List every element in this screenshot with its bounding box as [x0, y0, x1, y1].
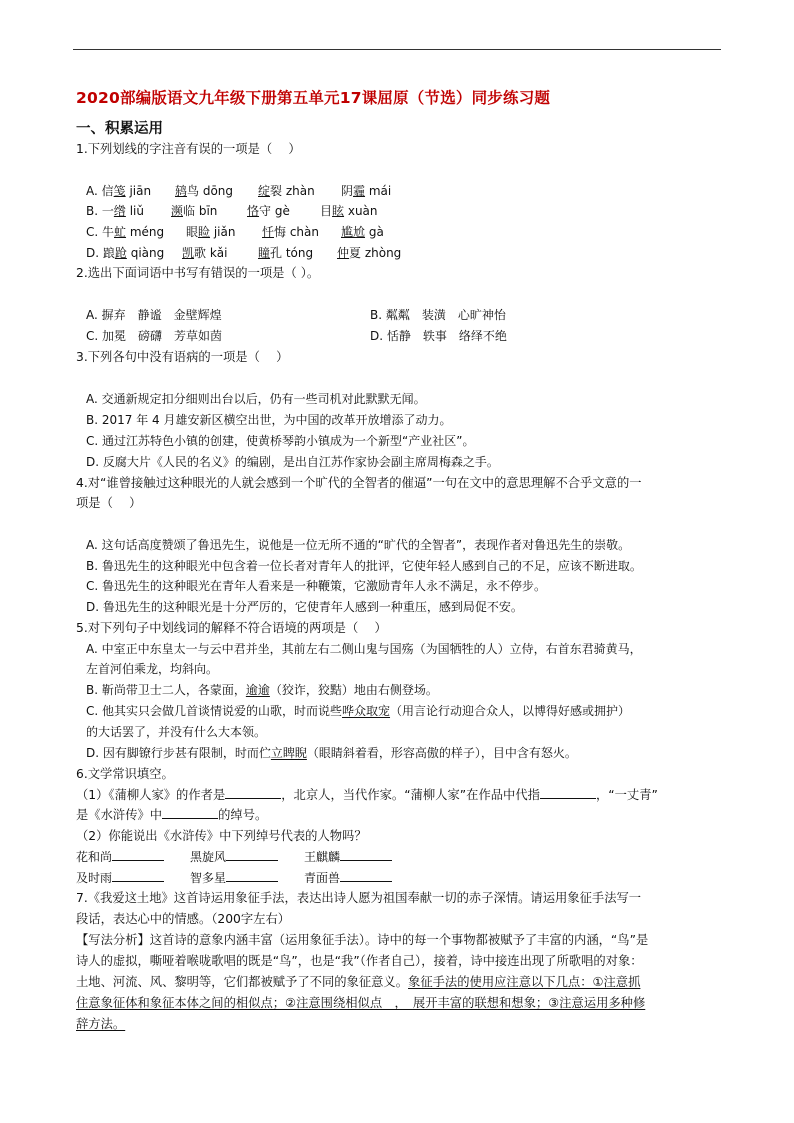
q1-row4-c: 瞳孔 tóng — [258, 246, 314, 260]
q2-option-b: B. 粼粼 装潢 心旷神怡 — [370, 308, 506, 322]
q1-row1-b: 鸫鸟 dōng — [175, 184, 234, 198]
q5-option-b: B. 靳尚带卫士二人，各蒙面，逾逾（狡诈，狡黠）地由右侧登场。 — [86, 683, 438, 697]
q7-analysis-line3: 土地、河流、风、黎明等，它们都被赋予了不同的象征意义。象征手法的使用应注意以下几点：①注意抓 — [76, 975, 641, 989]
blank-name-6[interactable] — [340, 869, 392, 882]
q5-option-d: D. 因有脚镣行步甚有限制，时而伫立睥睨（眼睛斜着看，形容高傲的样子），目中含有怒火。 — [86, 746, 577, 760]
blank-name-2[interactable] — [226, 848, 278, 861]
q1-row4-a: D. 踉跄 qiàng — [86, 246, 165, 260]
q1-row1-d: 阴霾 mái — [341, 184, 392, 198]
q3-option-b: B. 2017 年 4 月雄安新区横空出世，为中国的改革开放增添了动力。 — [86, 413, 452, 427]
q5-option-c-line2: 的大话罢了，并没有什么大本领。 — [86, 725, 267, 739]
q1-row3-b: 眼睑 jiǎn — [186, 225, 236, 239]
q6-name-1: 花和尚 — [76, 847, 164, 867]
q1-row3-d: 尴尬 gà — [341, 225, 384, 239]
question-5-stem: 5.对下列句子中划线词的解释不符合语境的两项是（ ） — [76, 621, 387, 635]
q6-name-4: 及时雨 — [76, 868, 164, 888]
header-rule — [73, 49, 721, 50]
q1-row2-d: 目眩 xuàn — [320, 204, 378, 218]
section-heading: 一、积累运用 — [76, 121, 163, 137]
q4-option-c: C. 鲁迅先生的这种眼光在青年人看来是一种鞭策，它激励青年人永不满足，永不停步。 — [86, 579, 547, 593]
question-4-stem-line1: 4.对“谁曾接触过这种眼光的人就会感到一个旷代的全智者的催逼”一句在文中的意思理解不合乎文意的一 — [76, 476, 642, 490]
q1-row3-c: 忏悔 chàn — [262, 225, 319, 239]
blank-author[interactable] — [225, 786, 281, 799]
q6-line3: （2）你能说出《水浒传》中下列绰号代表的人物吗？ — [76, 829, 367, 843]
q1-row2-a: B. 一绺 liǔ — [86, 204, 144, 218]
q5-option-a-line2: 左首河伯乘龙，均斜向。 — [86, 662, 219, 676]
q6-name-6: 青面兽 — [304, 868, 392, 888]
q6-name-5: 智多星 — [190, 868, 278, 888]
question-3-stem: 3.下列各句中没有语病的一项是（ ） — [76, 350, 289, 364]
q1-row2-c: 恪守 gè — [247, 204, 290, 218]
q1-row4-d: 仲夏 zhòng — [337, 246, 402, 260]
q3-option-c: C. 通过江苏特色小镇的创建，使黄桥琴韵小镇成为一个新型“产业社区”。 — [86, 434, 475, 448]
q2-option-a: A. 摒弃 静谧 金壁辉煌 — [86, 308, 222, 322]
q4-option-d: D. 鲁迅先生的这种眼光是十分严厉的，它使青年人感到一种重压，感到局促不安。 — [86, 600, 523, 614]
q5-option-a-line1: A. 中室正中东皇太一与云中君并坐，其前左右二侧山鬼与国殇（为国牺牲的人）立侍，右首东君骑黄马， — [86, 642, 642, 656]
q1-row1-c: 绽裂 zhàn — [258, 184, 315, 198]
q6-line1: （1）《蒲柳人家》的作者是 ，北京人，当代作家。“蒲柳人家”在作品中代指 ，“一丈青” — [76, 788, 658, 802]
q6-name-3: 王麒麟 — [304, 847, 392, 867]
blank-name-4[interactable] — [112, 869, 164, 882]
q7-analysis-line4: 住意象征体和象征本体之间的相似点；②注意围绕相似点 ， 展开丰富的联想和想象；③注意运用多种修 — [76, 996, 646, 1010]
q4-option-a: A. 这句话高度赞颂了鲁迅先生，说他是一位无所不通的“旷代的全智者”，表现作者对鲁迅先生的崇敬。 — [86, 538, 631, 552]
q1-row2-b: 濒临 bīn — [171, 204, 218, 218]
question-2-stem: 2.选出下面词语中书写有错误的一项是（ ）。 — [76, 266, 320, 280]
q3-option-d: D. 反腐大片《人民的名义》的编剧，是出自江苏作家协会副主席周梅森之手。 — [86, 455, 499, 469]
document-title: 2020部编版语文九年级下册第五单元17课屈原（节选）同步练习题 — [76, 89, 551, 107]
q1-row4-b: 凯歌 kǎi — [182, 246, 228, 260]
question-7-stem-line2: 段话，表达心中的情感。（200字左右） — [76, 912, 291, 926]
blank-name-3[interactable] — [340, 848, 392, 861]
q2-option-c: C. 加冕 磅礴 芳草如茵 — [86, 329, 223, 343]
question-4-stem-line2: 项是（ ） — [76, 496, 142, 510]
question-7-stem-line1: 7.《我爱这土地》这首诗运用象征手法，表达出诗人愿为祖国奉献一切的赤子深情。请运用象征手法写一 — [76, 891, 642, 905]
q7-analysis-line2: 诗人的虚拟，嘶哑着喉咙歌唱的既是“鸟”，也是“我”（作者自己），接着，诗中接连出现了所歌唱的对象： — [76, 954, 643, 968]
q7-analysis-line1: 【写法分析】这首诗的意象内涵丰富（运用象征手法）。诗中的每一个事物都被赋予了丰富的内涵，“鸟”是 — [76, 933, 649, 947]
blank-name-1[interactable] — [112, 848, 164, 861]
q6-line2: 是《水浒传》中 的绰号。 — [76, 808, 268, 822]
q1-row1-a: A. 信笺 jiān — [86, 184, 152, 198]
blank-yizhangqing[interactable] — [162, 806, 218, 819]
q1-row3-a: C. 牛虻 méng — [86, 225, 165, 239]
question-6-stem: 6.文学常识填空。 — [76, 767, 174, 781]
q4-option-b: B. 鲁迅先生的这种眼光中包含着一位长者对青年人的批评，它使年轻人感到自己的不足，应该不断进取。 — [86, 559, 642, 573]
blank-puliu[interactable] — [540, 786, 596, 799]
q5-option-c-line1: C. 他其实只会做几首谈情说爱的山歌，时而说些哗众取宠（用言论行动迎合众人，以博得好感或拥护） — [86, 704, 631, 718]
q6-name-2: 黑旋风 — [190, 847, 278, 867]
question-1-stem: 1.下列划线的字注音有误的一项是（ ） — [76, 142, 301, 156]
q7-analysis-line5: 辞方法。 — [76, 1017, 126, 1031]
q3-option-a: A. 交通新规定扣分细则出台以后，仍有一些司机对此默默无闻。 — [86, 392, 426, 406]
blank-name-5[interactable] — [226, 869, 278, 882]
q2-option-d: D. 恬静 轶事 络绎不绝 — [370, 329, 507, 343]
